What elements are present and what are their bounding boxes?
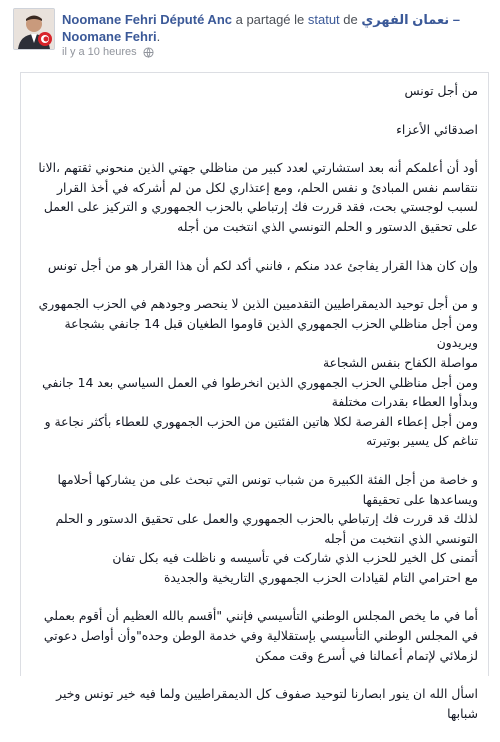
status-line: و خاصة من أجل الفئة الكبيرة من شباب تونس التي تبحث على من يشاركها أحلامها bbox=[57, 471, 478, 487]
status-line: ويساعدها على تحقيقها bbox=[362, 491, 478, 507]
status-paragraph bbox=[29, 684, 478, 723]
shared-status-box bbox=[20, 72, 489, 721]
timestamp-link[interactable]: il y a 10 heures bbox=[62, 46, 137, 58]
status-paragraph bbox=[29, 158, 478, 236]
status-line: و من أجل توحيد الديمقراطيين التقدميين الذين لا ينحصر وجودهم في الحزب الجمهوري bbox=[38, 296, 478, 312]
status-line: مع احترامي التام لقيادات الحزب الجمهوري التاريخية والجديدة bbox=[163, 569, 478, 585]
status-line: نتقاسم نفس المبادئ و نفس الحلم، ومع إعتذاري لكل من لم أشركه في أخذ القرار bbox=[56, 179, 478, 195]
status-line: وإن كان هذا القرار يفاجئ عدد منكم ، فانني أكد لكم أن هذا القرار هو من أجل تونس bbox=[47, 257, 478, 273]
status-line: التونسي الذي انتخبت من أجله bbox=[324, 530, 478, 546]
status-line: على تحقيق الدستور و الحلم التونسي الذي انتخبت من أجله bbox=[177, 218, 478, 234]
status-line: في المجلس الوطني التأسيسي بإستقلالية وفي خدمة الوطن وحده"وأن أواصل دعوتي bbox=[43, 628, 478, 644]
status-paragraph bbox=[29, 81, 478, 101]
status-line: لزملائي لإتمام أعمالنا في أسرع وقت ممكن bbox=[255, 647, 478, 663]
status-link[interactable]: statut bbox=[307, 12, 340, 27]
share-headline bbox=[62, 11, 492, 45]
status-line: ومن أجل مناظلي الحزب الجمهوري الذين انخرطوا في العمل السياسي بعد 14 جانفي bbox=[42, 374, 478, 390]
status-line: ومن أجل مناظلي الحزب الجمهوري الذين قاوموا الطغيان قبل 14 جانفي بشجاعة ويريدون bbox=[64, 315, 478, 351]
status-line: من أجل تونس bbox=[404, 83, 478, 98]
status-paragraph bbox=[29, 120, 478, 140]
author-name-link[interactable]: Noomane Fehri Député Anc bbox=[62, 12, 232, 27]
status-line: أود أن أعلمكم أنه بعد استشارتي لعدد كبير من مناظلي جهتي الذين منحوني ثقتهم ،الانا bbox=[38, 160, 478, 176]
original-author-link[interactable]: نعمان الفهري – Noomane Fehri bbox=[62, 12, 461, 44]
status-line: اسأل الله ان ينور ابصارنا لتوحيد صفوف كل الديمقراطيين ولما فيه خير تونس وخير شبابها bbox=[56, 686, 478, 721]
status-paragraph bbox=[29, 606, 478, 665]
status-paragraph bbox=[29, 256, 478, 276]
status-line: أما في ما يخص المجلس الوطني التأسيسي فإنني "أقسم بالله العظيم أن أقوم بعملي bbox=[43, 608, 478, 624]
status-text bbox=[29, 81, 478, 742]
avatar-photo-icon bbox=[14, 9, 54, 49]
author-avatar[interactable] bbox=[13, 8, 55, 50]
post-meta bbox=[62, 46, 154, 58]
status-line: اصدقائي الأعزاء bbox=[396, 121, 478, 137]
post-header bbox=[0, 0, 500, 70]
status-line: وبدأوا العطاء بقدرات مختلفة bbox=[331, 394, 478, 410]
status-line: لذلك قد قررت فك إرتباطي بالحزب الجمهوري والعمل على تحقيق الدستور و الحلم bbox=[55, 511, 478, 527]
status-line: أتمنى كل الخير للحزب الذي شاركت في تأسيسه و ناظلت فيه بكل تفان bbox=[112, 550, 478, 566]
globe-icon[interactable] bbox=[143, 47, 154, 58]
shared-text-2: de bbox=[339, 12, 362, 27]
headline-period: . bbox=[156, 29, 161, 44]
shared-text-1: a partagé le bbox=[231, 12, 308, 27]
status-paragraph bbox=[29, 470, 478, 588]
status-line: لسبب لوجستي بحت، فقد قررت فك إرتباطي بالحزب الجمهوري و التركيز على العمل bbox=[43, 199, 478, 215]
status-line: تناغم كل يسير بوتيرته bbox=[366, 433, 478, 449]
status-line: مواصلة الكفاح بنفس الشجاعة bbox=[323, 354, 478, 370]
status-line: ومن أجل إعطاء الفرصة لكلا هاتين الفئتين من الحزب الجمهوري للعطاء بأكثر نجاعة و bbox=[44, 413, 478, 429]
status-paragraph bbox=[29, 294, 478, 451]
